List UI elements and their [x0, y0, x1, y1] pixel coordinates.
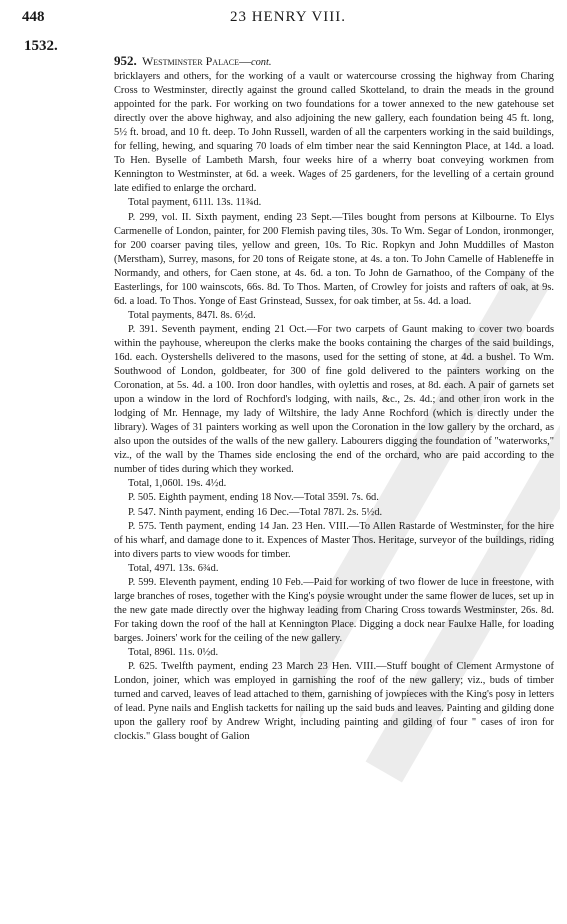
entry-number: 952. [114, 53, 137, 68]
paragraph: P. 599. Eleventh payment, ending 10 Feb.—Paid for working of two flower de luce in freestone, with large branches of roses, together with the King's poysie wrought under the same flower de luces, set up in the new gate made directly over the highway leading from Charing Cross towards Westminster, 26s. 8d. For taking down the roof of the hall at Kennington Place. Digging a dock near Faulxe Halle, for loading barges. Joiners' work for the ceiling of the new gallery. [114, 576, 554, 644]
total-line: Total payments, 847l. 8s. 6½d. [128, 309, 256, 321]
margin-year: 1532. [24, 38, 58, 54]
total-line: Total, 497l. 13s. 6¾d. [128, 562, 219, 574]
running-title: 23 HENRY VIII. [229, 9, 347, 25]
paragraph: P. 547. Ninth payment, ending 16 Dec.—Total 787l. 2s. 5½d. [128, 506, 383, 518]
total-line: Total, 1,060l. 19s. 4½d. [128, 478, 227, 490]
total-line: Total payment, 611l. 13s. 11¾d. [128, 197, 262, 209]
paragraph: P. 505. Eighth payment, ending 18 Nov.—Total 359l. 7s. 6d. [128, 492, 379, 504]
paragraph: P. 299, vol. II. Sixth payment, ending 23 Sept.—Tiles bought from persons at Kilbourne. To Elys Carmenelle of London, painter, for 200 Flemish paving tiles, 30s. To Wm. Segar of London, ironmonger, for 200 coarser paving tiles, yellow and green, 10s. To Ric. Ropkyn and John Muddilles of Maston (Merstham), Surrey, masons, for 20 tons of Reigate stone, at 4s. a ton. To John Camelle of Hableneffe in Normandy, and others, for Caen stone, at 4s. 6d. a ton. To John de Garnathoo, of the Company of the Easterlings, for 100 wainscots, 66s. 8d. To Thos. Marten, of Crowley for joists and rafters of oak, at 9s. 6d. a load. To Thos. Yonge of East Grinstead, Sussex, for oak timber, at 5s. 4d. a load. [114, 211, 554, 307]
entry-heading [114, 54, 554, 70]
paragraph: P. 575. Tenth payment, ending 14 Jan. 23 Hen. VIII.—To Allen Rastarde of Westminster, for the hire of his wharf, and damage done to it. Expences of Master Thos. Heritage, surveyor of the buildings, riding into divers parts to view woods for timber. [114, 520, 554, 560]
page-header [22, 9, 554, 29]
page-number: 448 [22, 9, 45, 25]
entry-title-cont: cont. [250, 57, 272, 68]
total-line: Total, 896l. 11s. 0½d. [128, 646, 219, 658]
document-body [114, 54, 554, 744]
paragraph: P. 625. Twelfth payment, ending 23 March 23 Hen. VIII.—Stuff bought of Clement Armystone of London, joiner, which was employed in garnishing the roof of the new gallery; viz., buds of timber turned and carved, leaves of lead attached to them, garnishing of jowpieces with the King's posy in letters of lead. Pyne nails and English tacketts for nailing up the said buds and leaves. Painting and gilding done upon the gallery roof by Andrew Wright, including painting and gilding of four " cases of iron for clockis." Glass bought of Galion [114, 661, 554, 743]
entry-title: Westminster Palace— [141, 54, 251, 68]
paragraph: P. 391. Seventh payment, ending 21 Oct.—For two carpets of Gaunt making to cover two boards within the payhouse, whereupon the clerks make the books containing the charges of the said buildings, 16d. each. Oystershells delivered to the masons, used for the setting of stone, at 4d. a bushel. To Wm. Southwood of London, goldbeater, for 300 of fine gold delivered to the painters working on the Coronation, at 5s. 4d. a 100. Iron door handles, with oylettis and roses, at 8d. each. A pair of garnets set upon a window in the lord of Rochford's lodging, with nails, &c., 2s. 4d.; and other iron work in the lodging of Mr. Hennage, my lady of Wiltshire, the lady Anne Rochford (which is directly under the library). Wages of 31 painters working as well upon the Coronation in the low gallery by the orchard, as also upon the outsides of the walls of the new gallery. Labourers digging the foundation of "waterworks," viz., of the wall by the Thames side enclosing the end of the orchard, who are paid according to the number of tides during which they worked. [114, 323, 554, 476]
paragraph: bricklayers and others, for the working of a vault or watercourse crossing the highway from Charing Cross to Westminster, directly against the ground called Skotteland, to drain the meads in the ground appointed for the park. For working on two foundations for a tower annexed to the new gatehouse set directly over the above highway, and also adjoining the new gallery, each foundation being 45 ft. long, 5½ ft. broad, and 10 ft. deep. To John Russell, warden of all the carpenters working in the said buildings, for felling, hewing, and squaring 70 loads of elm timber near the said Kennington Place, at 14d. a load. To Hen. Byselle of Lambeth Marsh, four weeks hire of a wherry boat conveying workmen from Kennington to Westminster, at 6d. a week. Wages of 25 gardeners, for the levelling of a certain ground late edified to enlarge the orchard. [114, 71, 554, 195]
